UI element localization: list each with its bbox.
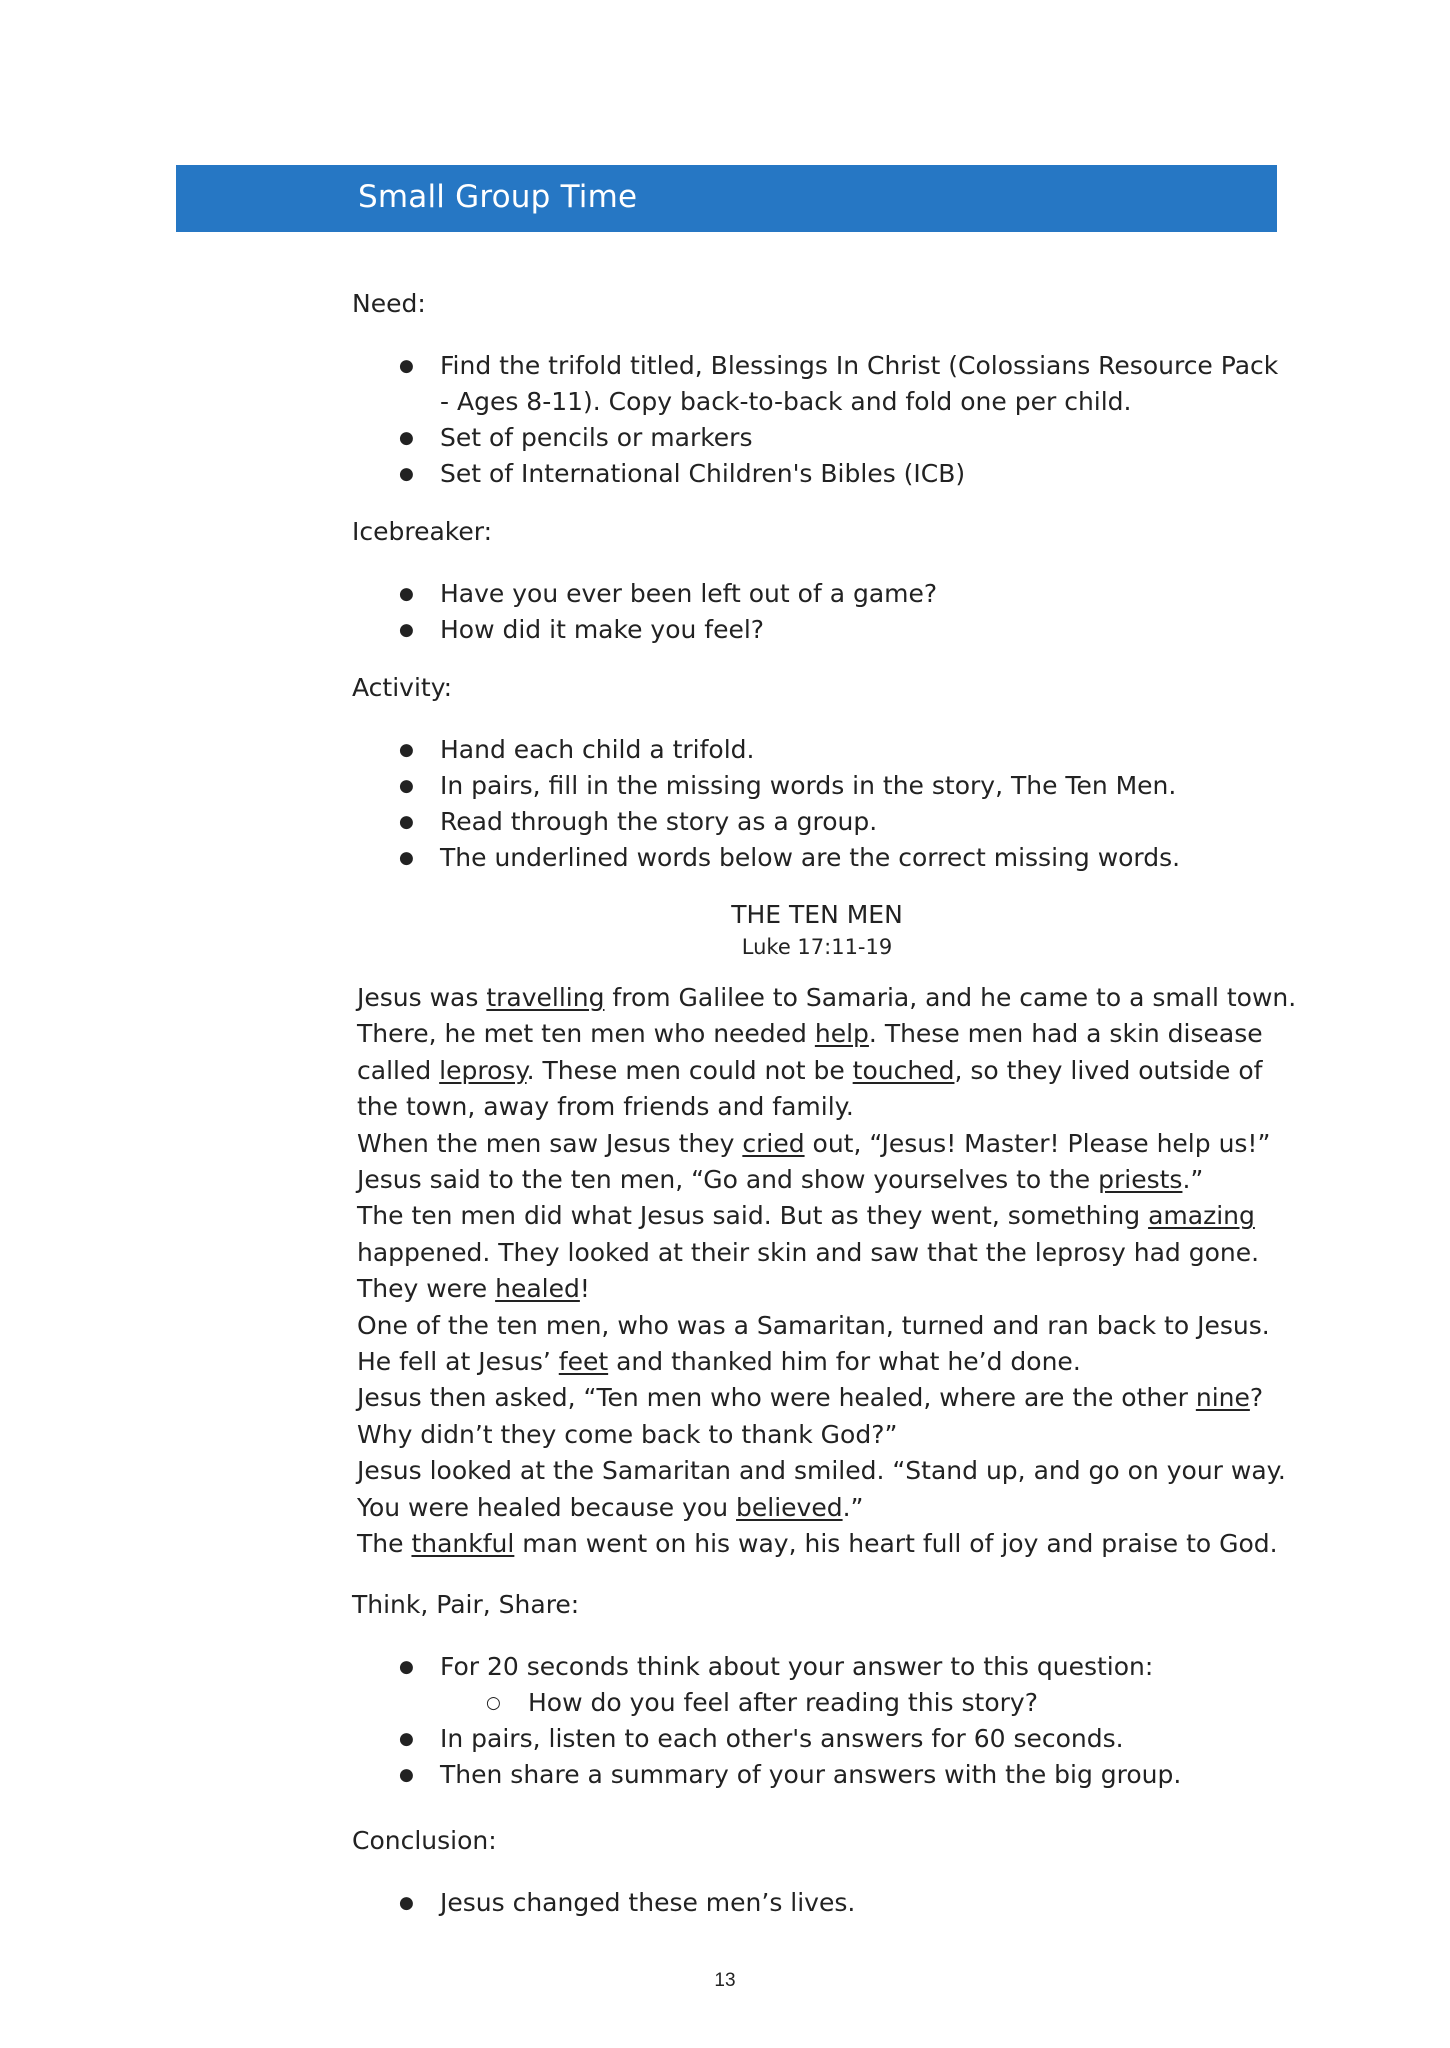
story-title: THE TEN MEN (731, 900, 903, 929)
think-pair-share-item (352, 1649, 1282, 1721)
story-answer-word: cried (742, 1128, 805, 1158)
think-pair-share-sublist (440, 1685, 1282, 1721)
story-line (357, 1380, 1282, 1416)
need-label: Need: (352, 289, 426, 318)
conclusion-label: Conclusion: (352, 1825, 497, 1855)
story-text-segment: They were (357, 1274, 496, 1304)
activity-item: ● Read through the story as a group. (352, 804, 1282, 840)
story-text-segment: ! (579, 1274, 590, 1304)
story-text-segment: , so they lived outside of (954, 1055, 1263, 1085)
section-title: Small Group Time (358, 179, 638, 215)
story-line (357, 1308, 1282, 1344)
icebreaker-list (352, 576, 1282, 648)
icebreaker-item: ● Have you ever been left out of a game? (352, 576, 1282, 612)
story-answer-word: nine (1195, 1383, 1250, 1413)
story-line (357, 1526, 1282, 1562)
activity-label: Activity: (352, 673, 453, 702)
need-item: ● Set of International Children's Bibles (ICB) (352, 456, 1282, 492)
story-answer-word: amazing (1148, 1201, 1255, 1231)
activity-item: ● The underlined words below are the correct missing words. (352, 840, 1282, 876)
story-text-segment: out, “Jesus! Master! Please help us!” (804, 1128, 1271, 1158)
activity-list (352, 732, 1282, 876)
icebreaker-item: ● How did it make you feel? (352, 612, 1282, 648)
story-reference: Luke 17:11-19 (741, 935, 893, 959)
story-text-segment: Jesus said to the ten men, “Go and show yourselves to the (357, 1165, 1099, 1195)
story-text-segment: . These men had a skin disease (868, 1019, 1263, 1049)
story-heading (352, 898, 1282, 962)
story-line (357, 1271, 1282, 1307)
story-text-segment: He fell at Jesus’ (357, 1347, 559, 1377)
story-line (357, 1089, 1282, 1125)
story-text-segment: Why didn’t they come back to thank God?” (357, 1419, 898, 1449)
story-text-segment: When the men saw Jesus they (357, 1128, 743, 1158)
story-text-segment: the town, away from friends and family. (357, 1092, 854, 1122)
story-answer-word: believed (736, 1492, 843, 1522)
story-line (357, 980, 1297, 1016)
story-line (357, 1344, 1282, 1380)
story-text-segment: Jesus looked at the Samaritan and smiled. “Stand up, and go on your way. (357, 1456, 1286, 1486)
story-text-segment: The (357, 1529, 412, 1559)
story-answer-word: touched (852, 1055, 955, 1085)
story-answer-word: healed (495, 1274, 580, 1304)
conclusion-list (352, 1885, 1282, 1921)
story-text-segment: Jesus then asked, “Ten men who were healed, where are the other (357, 1383, 1196, 1413)
icebreaker-label: Icebreaker: (352, 517, 493, 546)
story-text-segment: You were healed because you (357, 1492, 737, 1522)
section-banner (176, 165, 1277, 232)
story-text-segment: . These men could not be (526, 1055, 853, 1085)
story-line (357, 1016, 1282, 1052)
activity-item: ● Hand each child a trifold. (352, 732, 1282, 768)
story-text-segment: Jesus was (357, 983, 487, 1012)
page-content (352, 286, 1297, 1943)
story-text (357, 980, 1297, 1563)
need-item: ● Find the trifold titled, Blessings In Christ (Colossians Resource Pack - Ages 8-11). Copy back-to-back and fold one per child. (352, 348, 1282, 420)
need-item: ● Set of pencils or markers (352, 420, 1282, 456)
story-answer-word: thankful (411, 1529, 515, 1559)
story-answer-word: leprosy (439, 1055, 527, 1085)
story-line (357, 1053, 1282, 1089)
story-text-segment: and thanked him for what he’d done. (608, 1347, 1081, 1377)
story-line (357, 1235, 1282, 1271)
page-number: 13 (714, 1970, 736, 1991)
story-answer-word: travelling (486, 983, 605, 1012)
story-text-segment: ? (1249, 1383, 1264, 1413)
think-pair-share-item-text: ● For 20 seconds think about your answer to this question: (440, 1651, 1154, 1681)
think-pair-share-item: ● In pairs, listen to each other's answers for 60 seconds. (352, 1721, 1282, 1757)
need-list (352, 348, 1282, 492)
story-text-segment: One of the ten men, who was a Samaritan, turned and ran back to Jesus. (357, 1310, 1270, 1340)
story-line (357, 1198, 1282, 1234)
story-text-segment: called (357, 1055, 440, 1085)
story-line (357, 1126, 1282, 1162)
story-text-segment: happened. They looked at their skin and saw that the leprosy had gone. (357, 1237, 1260, 1267)
story-answer-word: priests (1098, 1165, 1183, 1195)
story-text-segment: man went on his way, his heart full of joy and praise to God. (514, 1529, 1278, 1559)
story-answer-word: feet (558, 1347, 609, 1377)
think-pair-share-item: ● Then share a summary of your answers with the big group. (352, 1757, 1282, 1793)
story-text-segment: .” (842, 1492, 864, 1522)
story-text-segment: from Galilee to Samaria, and he came to a small town. (604, 983, 1297, 1012)
think-pair-share-subitem: ○ How do you feel after reading this story? (440, 1685, 1282, 1721)
story-line (357, 1417, 1282, 1453)
story-answer-word: help (814, 1019, 869, 1049)
activity-item: ● In pairs, fill in the missing words in the story, The Ten Men. (352, 768, 1282, 804)
think-pair-share-list (352, 1649, 1282, 1793)
story-text-segment: .” (1182, 1165, 1204, 1195)
think-pair-share-label: Think, Pair, Share: (352, 1589, 580, 1619)
conclusion-item: ● Jesus changed these men’s lives. (352, 1885, 1282, 1921)
story-text-segment: There, he met ten men who needed (357, 1019, 815, 1049)
story-text-segment: The ten men did what Jesus said. But as they went, something (357, 1201, 1149, 1231)
story-line (357, 1162, 1282, 1198)
story-line (357, 1453, 1286, 1489)
story-line (357, 1490, 1282, 1526)
